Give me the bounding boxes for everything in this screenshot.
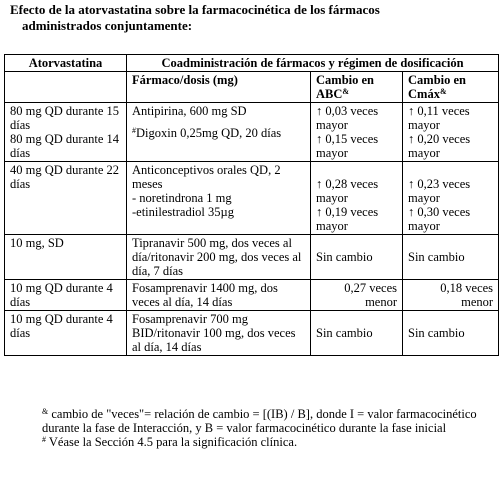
abc-cell: 0,27 veces menor xyxy=(311,280,403,311)
atorvastatina-cell: 40 mg QD durante 22 días xyxy=(5,162,127,235)
table-row xyxy=(5,280,499,311)
atorv-dose-text: 80 mg QD durante 14 días xyxy=(10,132,120,160)
header-row-1 xyxy=(5,55,499,72)
footnote-1 xyxy=(42,407,492,435)
cmax-value: ↑ 0,30 veces mayor xyxy=(408,205,471,233)
footnote-mark: # xyxy=(132,126,136,135)
atorvastatina-cell: 10 mg QD durante 4 días xyxy=(5,311,127,356)
table-row xyxy=(5,311,499,356)
abc-cell: Sin cambio xyxy=(311,235,403,280)
table-row xyxy=(5,235,499,280)
cmax-value: ↑ 0,11 veces mayor xyxy=(408,104,470,132)
table-row xyxy=(5,162,499,235)
cmax-value: ↑ 0,20 veces mayor xyxy=(408,132,471,160)
atorv-dose-text: 80 mg QD durante 15 días xyxy=(10,104,120,132)
abc-value: ↑ 0,15 veces mayor xyxy=(316,132,379,160)
atorvastatina-cell xyxy=(5,103,127,162)
header-coadministration: Coadministración de fármacos y régimen de dosificación xyxy=(127,55,499,72)
header-cmax-line1: Cambio en xyxy=(408,73,466,87)
farmaco-text: Antipirina, 600 mg SD xyxy=(132,104,247,118)
farmaco-text: -etinilestradiol 35µg xyxy=(132,205,234,219)
abc-cell xyxy=(311,103,403,162)
header-cmax-mark: & xyxy=(439,87,447,96)
footnote-text: cambio de "veces"= relación de cambio = [(IB) / B], donde I = valor farmacocinético durante la fase de Interacción, y B = valor farmacocinético durante la fase inicial xyxy=(42,407,477,435)
interaction-table xyxy=(4,54,499,356)
farmaco-text: - noretindrona 1 mg xyxy=(132,191,232,205)
header-abc-line2: ABC xyxy=(316,87,343,101)
header-abc xyxy=(311,72,403,103)
abc-value: ↑ 0,28 veces mayor xyxy=(316,177,379,205)
header-atorvastatina: Atorvastatina xyxy=(5,55,127,72)
footnotes xyxy=(42,407,492,449)
farmaco-cell: Tipranavir 500 mg, dos veces al día/ritonavir 200 mg, dos veces al día, 7 días xyxy=(127,235,311,280)
header-row-2 xyxy=(5,72,499,103)
farmaco-cell xyxy=(127,103,311,162)
cmax-cell: 0,18 veces menor xyxy=(403,280,499,311)
farmaco-cell: Fosamprenavir 1400 mg, dos veces al día, 14 días xyxy=(127,280,311,311)
footnote-2 xyxy=(42,435,492,449)
header-empty-cell xyxy=(5,72,127,103)
cmax-cell xyxy=(403,162,499,235)
farmaco-text: Anticonceptivos orales QD, 2 meses xyxy=(132,163,281,191)
abc-cell xyxy=(311,162,403,235)
title-line-1: Efecto de la atorvastatina sobre la farmacocinética de los fármacos xyxy=(10,2,380,17)
farmaco-text: Digoxin 0,25mg QD, 20 días xyxy=(136,126,282,140)
footnote-mark: & xyxy=(42,407,49,416)
abc-value: ↑ 0,19 veces mayor xyxy=(316,205,379,233)
farmaco-cell xyxy=(127,162,311,235)
table-row xyxy=(5,103,499,162)
footnote-text: Véase la Sección 4.5 para la significación clínica. xyxy=(48,435,298,449)
header-cmax-line2: Cmáx xyxy=(408,87,440,101)
header-abc-line1: Cambio en xyxy=(316,73,374,87)
cmax-value: ↑ 0,23 veces mayor xyxy=(408,177,471,205)
header-farmaco-dosis: Fármaco/dosis (mg) xyxy=(127,72,311,103)
abc-cell: Sin cambio xyxy=(311,311,403,356)
header-cmax xyxy=(403,72,499,103)
header-abc-mark: & xyxy=(342,87,350,96)
page-title xyxy=(10,2,495,34)
atorvastatina-cell: 10 mg QD durante 4 días xyxy=(5,280,127,311)
footnote-mark: # xyxy=(42,435,46,444)
atorvastatina-cell: 10 mg, SD xyxy=(5,235,127,280)
cmax-cell xyxy=(403,103,499,162)
abc-value: ↑ 0,03 veces mayor xyxy=(316,104,379,132)
cmax-cell: Sin cambio xyxy=(403,235,499,280)
cmax-cell: Sin cambio xyxy=(403,311,499,356)
title-line-2: administrados conjuntamente: xyxy=(22,18,193,33)
farmaco-cell: Fosamprenavir 700 mg BID/ritonavir 100 mg, dos veces al día, 14 días xyxy=(127,311,311,356)
